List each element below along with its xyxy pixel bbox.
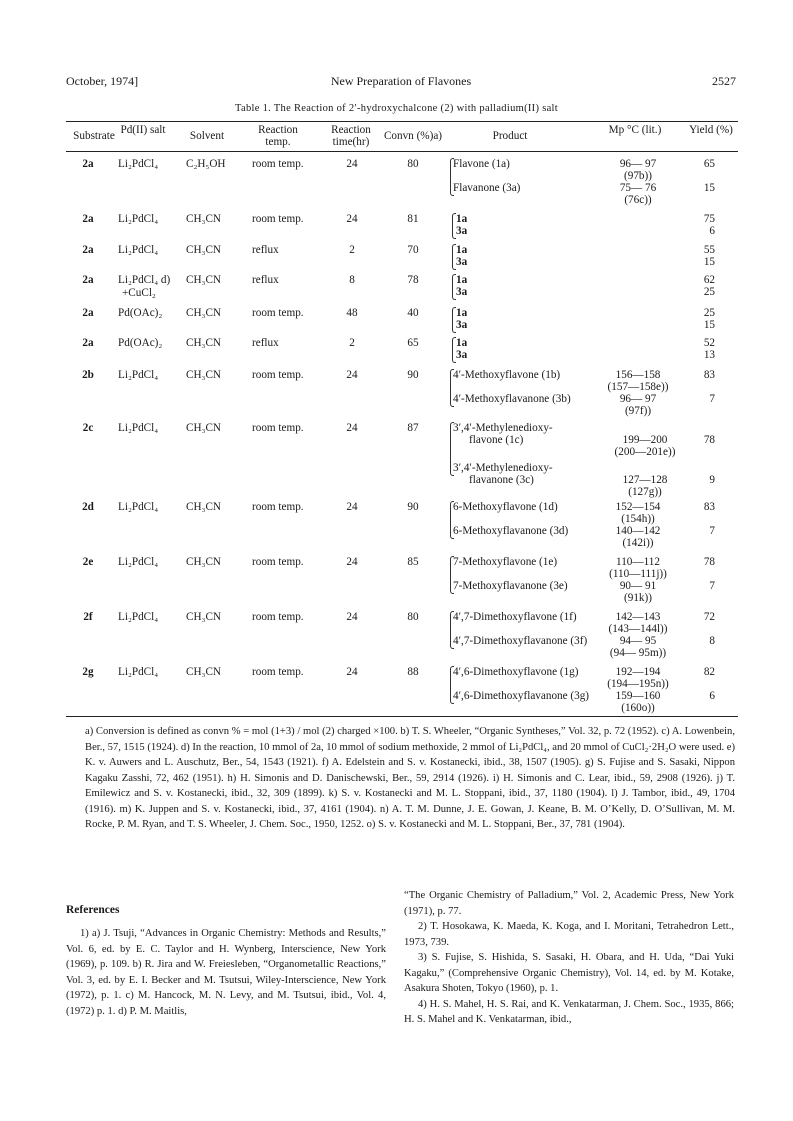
header-date: October, 1974] xyxy=(66,74,139,88)
reaction-temp-cell: reflux xyxy=(252,274,279,286)
product-name: 7-Methoxyflavone (1e) xyxy=(453,556,558,568)
yield-cell: 6 xyxy=(709,690,715,702)
mp-value: 156—158 xyxy=(615,369,661,381)
mp-value: 192—194 xyxy=(615,666,661,678)
column-header: Convn (%)a) xyxy=(383,130,443,142)
yield-cell: 15 xyxy=(703,319,715,331)
product-name: 7-Methoxyflavanone (3e) xyxy=(453,580,568,592)
reference-3: 3) S. Fujise, S. Hishida, S. Sasaki, H. Obara, and H. Uda, “Dai Yuki Kagaku,” (Comprehensive Organic Chemistry), Vol. 14, ed. by M. Kotake, Asakura Shoten, Tokyo (1960), p. 1. xyxy=(404,952,734,994)
conversion-cell: 90 xyxy=(407,501,419,513)
column-header: Reaction time(hr) xyxy=(331,124,371,148)
reference-1-cont: “The Organic Chemistry of Palladium,” Vol. 2, Academic Press, New York (1971), p. 77. xyxy=(404,890,734,917)
yield-cell: 7 xyxy=(709,525,715,537)
mp-literature: (97b)) xyxy=(624,170,652,182)
conversion-cell: 85 xyxy=(407,556,419,568)
substrate-cell: 2a xyxy=(82,307,94,319)
yield-cell: 25 xyxy=(703,307,715,319)
solvent-cell: CH₃CN xyxy=(186,307,221,319)
product-name: 4′,6-Dimethoxyflavanone (3g) xyxy=(453,690,590,702)
product-name: 4′,6-Dimethoxyflavone (1g) xyxy=(453,666,579,678)
product-name: 3a xyxy=(456,319,468,331)
substrate-cell: 2d xyxy=(82,501,94,513)
reaction-temp-cell: room temp. xyxy=(252,158,304,170)
solvent-cell: CH₃CN xyxy=(186,611,221,623)
conversion-cell: 81 xyxy=(407,213,419,225)
yield-cell: 6 xyxy=(709,225,715,237)
column-header: Mp °C (lit.) xyxy=(608,124,662,136)
reaction-temp-cell: room temp. xyxy=(252,666,304,678)
product-name: 3a xyxy=(456,256,468,268)
pd-salt-cell: Li₂PdCl₄ xyxy=(118,666,159,678)
reference-2: 2) T. Hosokawa, K. Maeda, K. Koga, and I. Moritani, Tetrahedron Lett., 1973, 739. xyxy=(404,921,734,948)
product-name: 1a xyxy=(456,337,468,349)
conversion-cell: 40 xyxy=(407,307,419,319)
substrate-cell: 2a xyxy=(82,244,94,256)
pd-salt-cell: Li₂PdCl₄ xyxy=(118,213,159,225)
reaction-time-cell: 48 xyxy=(346,307,358,319)
reaction-temp-cell: room temp. xyxy=(252,213,304,225)
pd-salt-cell: Li₂PdCl₄ d) xyxy=(118,274,171,286)
mp-literature: (200—201e)) xyxy=(614,446,676,458)
product-name: 3a xyxy=(456,349,468,361)
product-name: 3a xyxy=(456,286,468,298)
yield-cell: 78 xyxy=(703,556,715,568)
reaction-time-cell: 24 xyxy=(346,213,358,225)
pd-salt-cell: Li₂PdCl₄ xyxy=(118,369,159,381)
product-name: 6-Methoxyflavone (1d) xyxy=(453,501,558,513)
product-name: 4′-Methoxyflavanone (3b) xyxy=(453,393,571,405)
reaction-time-cell: 2 xyxy=(349,244,355,256)
mp-value: 142—143 xyxy=(615,611,661,623)
header-title: New Preparation of Flavones xyxy=(330,74,472,88)
mp-literature: (154h)) xyxy=(621,513,655,525)
yield-cell: 7 xyxy=(709,393,715,405)
reaction-temp-cell: room temp. xyxy=(252,556,304,568)
mp-value: 94— 95 xyxy=(619,635,657,647)
solvent-cell: C₂H₅OH xyxy=(186,158,226,170)
reaction-temp-cell: room temp. xyxy=(252,307,304,319)
conversion-cell: 80 xyxy=(407,158,419,170)
product-name: 1a xyxy=(456,307,468,319)
reference-1: 1) a) J. Tsuji, “Advances in Organic Chemistry: Methods and Results,” Vol. 6, ed. by E. C. Taylor and H. Wynberg, Interscience, New York (1969), p. 109. b) R. Jira and W. Freiesleben, “Organometallic Reactions,” Vol. 3, ed. by E. I. Becker and M. Tsutsui, Wiley-Interscience, New York (1972), p. 1. c) M. Hancock, M. N. Levy, and M. Tsutsui, ibid., Vol. 4, (1972) p. 1. d) P. M. Maitlis, xyxy=(66,928,386,1017)
mp-literature: (142i)) xyxy=(622,537,654,549)
conversion-cell: 90 xyxy=(407,369,419,381)
reaction-temp-cell: reflux xyxy=(252,337,279,349)
mp-value: 110—112 xyxy=(616,556,660,568)
yield-cell: 15 xyxy=(703,256,715,268)
substrate-cell: 2a xyxy=(82,158,94,170)
product-name: flavanone (3c) xyxy=(469,474,534,486)
mp-value: 90— 91 xyxy=(619,580,657,592)
yield-cell: 72 xyxy=(703,611,715,623)
pd-salt-cell: Pd(OAc)₂ xyxy=(118,307,163,319)
column-header: Yield (%) xyxy=(689,124,733,136)
footnotes-text: a) Conversion is defined as convn % = mol (1+3) / mol (2) charged ×100. b) T. S. Wheeler, “Organic Syntheses,” Vol. 32, p. 72 (1952). c) A. Lowenbein, Ber., 57, 1515 (1924). d) In the reaction, 10 mmol of 2a, 10 mmol of sodium methoxide, 2 mmol of Li₂PdCl₄, and 20 mmol of CuCl₂·2H₂O were used. e) K. v. Auwers and L. Auschutz, Ber., 54, 1543 (1921). f) A. Edelstein and S. v. Kostanecki, ibid., 38, 1507 (1905). g) S. Fujise and S. Sasaki, Nippon Kagaku Zasshi, 72, 462 (1951). h) H. Simonis and D. Danischewski, Ber., 59, 2914 (1926). i) H. Simonis and C. Lear, ibid., 59, 2908 (1926). j) T. Emilewicz and S. v. Kostanecki, ibid., 32, 309 (1899). k) S. v. Kostanecki and M. L. Stoppani, ibid., 37, 1180 (1904). l) J. Tambor, ibid., 49, 1704 (1916). m) K. Juppen and S. v. Kostanecki, ibid., 37, 4161 (1904). n) A. T. M. Dunne, J. E. Gowan, J. Keane, B. M. O’Kelly, D. O’Sullivan, M. M. Rocke, P. M. Ryan, and T. S. Wheeler, J. Chem. Soc., 1950, 1252. o) S. v. Kostanecki and M. L. Stoppani, Ber., 37, 781 (1904). xyxy=(85,726,736,830)
reaction-temp-cell: room temp. xyxy=(252,422,304,434)
reaction-time-cell: 2 xyxy=(349,337,355,349)
solvent-cell: CH₃CN xyxy=(186,666,221,678)
references-heading: References xyxy=(66,904,120,916)
mp-value: 199—200 xyxy=(622,434,668,446)
conversion-cell: 65 xyxy=(407,337,419,349)
mp-literature: (143—144l)) xyxy=(608,623,668,635)
mp-literature: (127g)) xyxy=(628,486,662,498)
mp-literature: (94— 95m)) xyxy=(609,647,667,659)
reaction-time-cell: 24 xyxy=(346,501,358,513)
product-name: 3′,4′-Methylenedioxy- xyxy=(453,462,553,474)
substrate-cell: 2a xyxy=(82,337,94,349)
product-name: 4′,7-Dimethoxyflavone (1f) xyxy=(453,611,577,623)
column-header: Solvent xyxy=(189,130,225,142)
conversion-cell: 87 xyxy=(407,422,419,434)
solvent-cell: CH₃CN xyxy=(186,274,221,286)
solvent-cell: CH₃CN xyxy=(186,337,221,349)
yield-cell: 7 xyxy=(709,580,715,592)
substrate-cell: 2b xyxy=(82,369,94,381)
reaction-time-cell: 24 xyxy=(346,556,358,568)
mp-value: 96— 97 xyxy=(619,393,657,405)
substrate-cell: 2e xyxy=(82,556,94,568)
substrate-cell: 2a xyxy=(82,274,94,286)
column-header: Reaction temp. xyxy=(258,124,298,148)
solvent-cell: CH₃CN xyxy=(186,556,221,568)
product-name: Flavanone (3a) xyxy=(453,182,521,194)
table-top-rule xyxy=(66,121,738,122)
pd-salt-cell: Li₂PdCl₄ xyxy=(118,611,159,623)
table-bottom-rule xyxy=(66,716,738,717)
solvent-cell: CH₃CN xyxy=(186,213,221,225)
column-header: Substrate xyxy=(73,130,115,142)
product-name: 4′,7-Dimethoxyflavanone (3f) xyxy=(453,635,588,647)
running-header xyxy=(66,74,736,90)
yield-cell: 83 xyxy=(703,501,715,513)
column-header: Pd(II) salt xyxy=(120,124,166,136)
pd-salt-cell: +CuCl₂ xyxy=(122,287,156,299)
table-caption: Table 1. The Reaction of 2′-hydroxychalcone (2) with palladium(II) salt xyxy=(235,103,558,114)
yield-cell: 9 xyxy=(709,474,715,486)
pd-salt-cell: Li₂PdCl₄ xyxy=(118,556,159,568)
substrate-cell: 2f xyxy=(83,611,93,623)
yield-cell: 55 xyxy=(703,244,715,256)
conversion-cell: 88 xyxy=(407,666,419,678)
mp-literature: (110—111j)) xyxy=(609,568,667,580)
mp-value: 75— 76 xyxy=(619,182,657,194)
product-name: flavone (1c) xyxy=(469,434,524,446)
mp-literature: (91k)) xyxy=(624,592,652,604)
column-header: Product xyxy=(492,130,528,142)
yield-cell: 78 xyxy=(703,434,715,446)
product-name: 6-Methoxyflavanone (3d) xyxy=(453,525,569,537)
mp-value: 140—142 xyxy=(615,525,661,537)
yield-cell: 65 xyxy=(703,158,715,170)
references-left-column xyxy=(66,926,386,1019)
reference-4: 4) H. S. Mahel, H. S. Rai, and K. Venkatarman, J. Chem. Soc., 1935, 866; H. S. Mahel and K. Venkatarman, ibid., xyxy=(404,998,734,1025)
mp-literature: (76c)) xyxy=(624,194,652,206)
substrate-cell: 2a xyxy=(82,213,94,225)
table-footnotes xyxy=(85,724,735,833)
product-name: 1a xyxy=(456,274,468,286)
product-name: Flavone (1a) xyxy=(453,158,510,170)
reaction-time-cell: 24 xyxy=(346,369,358,381)
mp-value: 127—128 xyxy=(622,474,668,486)
substrate-cell: 2c xyxy=(82,422,94,434)
mp-value: 159—160 xyxy=(615,690,661,702)
product-name: 1a xyxy=(456,244,468,256)
yield-cell: 75 xyxy=(703,213,715,225)
solvent-cell: CH₃CN xyxy=(186,244,221,256)
yield-cell: 8 xyxy=(709,635,715,647)
yield-cell: 15 xyxy=(703,182,715,194)
solvent-cell: CH₃CN xyxy=(186,501,221,513)
reaction-temp-cell: room temp. xyxy=(252,611,304,623)
yield-cell: 13 xyxy=(703,349,715,361)
reaction-temp-cell: room temp. xyxy=(252,501,304,513)
pd-salt-cell: Li₂PdCl₄ xyxy=(118,244,159,256)
pd-salt-cell: Li₂PdCl₄ xyxy=(118,422,159,434)
reaction-time-cell: 24 xyxy=(346,422,358,434)
solvent-cell: CH₃CN xyxy=(186,422,221,434)
reaction-time-cell: 24 xyxy=(346,611,358,623)
reaction-temp-cell: reflux xyxy=(252,244,279,256)
product-name: 1a xyxy=(456,213,468,225)
product-name: 3a xyxy=(456,225,468,237)
product-name: 4′-Methoxyflavone (1b) xyxy=(453,369,561,381)
table-header-rule xyxy=(66,151,738,152)
substrate-cell: 2g xyxy=(82,666,94,678)
reaction-temp-cell: room temp. xyxy=(252,369,304,381)
pd-salt-cell: Li₂PdCl₄ xyxy=(118,158,159,170)
yield-cell: 83 xyxy=(703,369,715,381)
mp-literature: (194—195n)) xyxy=(607,678,669,690)
mp-literature: (97f)) xyxy=(624,405,652,417)
reaction-time-cell: 24 xyxy=(346,666,358,678)
conversion-cell: 70 xyxy=(407,244,419,256)
reaction-time-cell: 8 xyxy=(349,274,355,286)
product-name: 3′,4′-Methylenedioxy- xyxy=(453,422,553,434)
yield-cell: 62 xyxy=(703,274,715,286)
reaction-time-cell: 24 xyxy=(346,158,358,170)
solvent-cell: CH₃CN xyxy=(186,369,221,381)
pd-salt-cell: Pd(OAc)₂ xyxy=(118,337,163,349)
yield-cell: 52 xyxy=(703,337,715,349)
yield-cell: 82 xyxy=(703,666,715,678)
conversion-cell: 78 xyxy=(407,274,419,286)
pd-salt-cell: Li₂PdCl₄ xyxy=(118,501,159,513)
mp-value: 152—154 xyxy=(615,501,661,513)
mp-literature: (157—158e)) xyxy=(607,381,669,393)
yield-cell: 25 xyxy=(703,286,715,298)
page-number: 2527 xyxy=(712,74,736,88)
conversion-cell: 80 xyxy=(407,611,419,623)
references-right-column xyxy=(404,888,734,1028)
mp-value: 96— 97 xyxy=(619,158,657,170)
mp-literature: (160o)) xyxy=(621,702,655,714)
